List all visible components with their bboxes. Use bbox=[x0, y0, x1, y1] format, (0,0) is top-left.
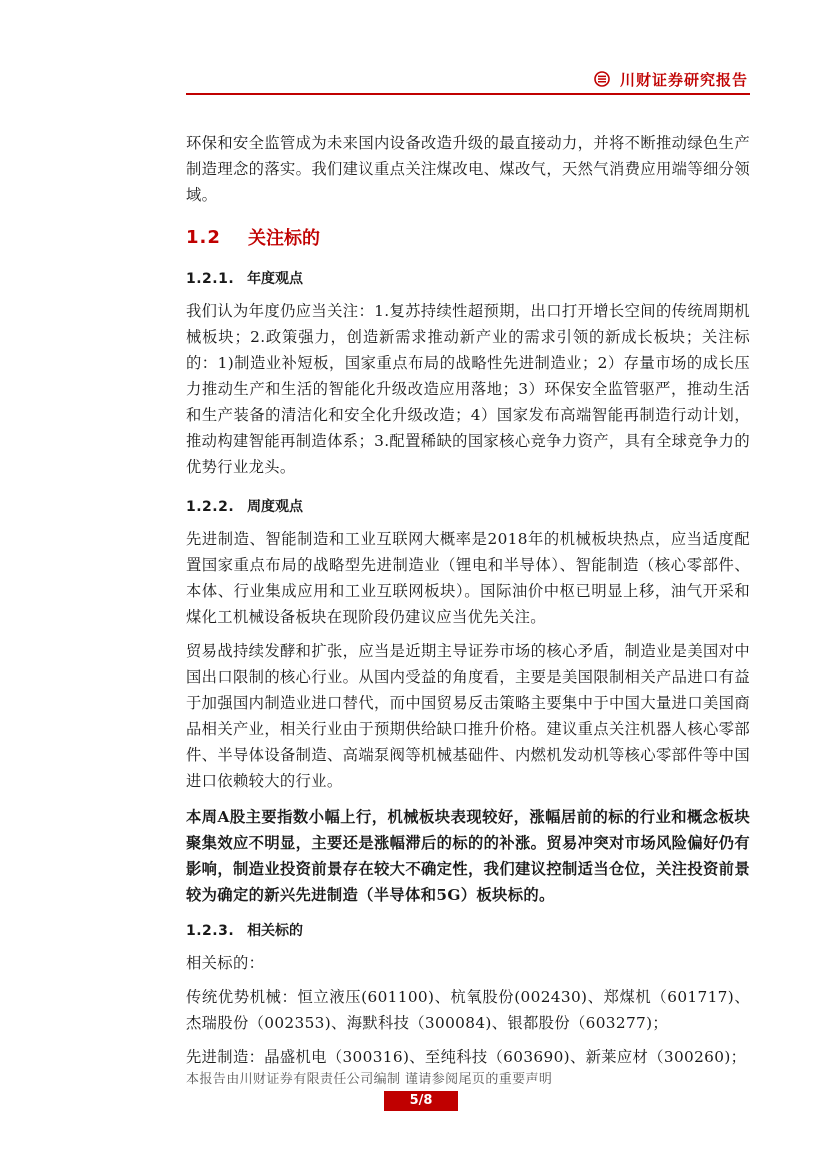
subsection-heading-1-2-1 bbox=[186, 268, 303, 288]
subsection-title: 相关标的 bbox=[247, 923, 304, 939]
weekly-view-summary-bold: 本周A股主要指数小幅上行，机械板块表现较好，涨幅居前的标的行业和概念板块聚集效应不明显，主要还是涨幅滞后的标的的补涨。贸易冲突对市场风险偏好仍有影响，制造业投资前景存在较大不确定性，我们建议控制适当仓位，关注投资前景较为确定的新兴先进制造（半导体和5G）板块标的。 bbox=[186, 808, 750, 904]
weekly-view-block-2 bbox=[186, 638, 750, 794]
traditional-machinery-block bbox=[186, 984, 750, 1036]
weekly-view-block-3 bbox=[186, 804, 750, 908]
subsection-title: 周度观点 bbox=[247, 499, 304, 515]
weekly-view-block-1 bbox=[186, 526, 750, 630]
section-title: 关注标的 bbox=[248, 228, 320, 249]
intro-paragraph: 环保和安全监管成为未来国内设备改造升级的最直接动力，并将不断推动绿色生产制造理念的落实。我们建议重点关注煤改电、煤改气，天然气消费应用端等细分领域。 bbox=[186, 134, 750, 204]
subsection-title: 年度观点 bbox=[247, 271, 304, 287]
traditional-machinery-list: 传统优势机械：恒立液压(601100)、杭氧股份(002430)、郑煤机（601717)、杰瑞股份（002353)、海默科技（300084)、银都股份（603277)； bbox=[186, 988, 750, 1032]
subsection-number: 1.2.3. bbox=[186, 923, 235, 939]
intro-block bbox=[186, 130, 750, 208]
header-divider bbox=[186, 93, 750, 95]
section-number: 1.2 bbox=[186, 226, 221, 248]
related-targets-intro: 相关标的： bbox=[186, 954, 265, 972]
section-heading-1-2 bbox=[186, 224, 320, 250]
annual-view-block bbox=[186, 298, 750, 480]
related-targets-block bbox=[186, 950, 750, 976]
footer-disclaimer: 本报告由川财证券有限责任公司编制 谨请参阅尾页的重要声明 bbox=[186, 1072, 553, 1087]
report-header bbox=[186, 66, 748, 94]
page-number: 5/8 bbox=[384, 1091, 458, 1111]
subsection-number: 1.2.2. bbox=[186, 499, 235, 515]
brand bbox=[594, 66, 748, 92]
advanced-manufacturing-block bbox=[186, 1044, 750, 1070]
weekly-view-paragraph-1: 先进制造、智能制造和工业互联网大概率是2018年的机械板块热点，应当适度配置国家重点布局的战略型先进制造业（锂电和半导体）、智能制造（核心零部件、本体、行业集成应用和工业互联网板块）。国际油价中枢已明显上移，油气开采和煤化工机械设备板块在现阶段仍建议应当优先关注。 bbox=[186, 530, 750, 626]
subsection-heading-1-2-2 bbox=[186, 496, 303, 516]
brand-name: 川财证券研究报告 bbox=[619, 70, 748, 89]
annual-view-paragraph: 我们认为年度仍应当关注：1.复苏持续性超预期，出口打开增长空间的传统周期机械板块；2.政策强力，创造新需求推动新产业的需求引领的新成长板块；关注标的：1)制造业补短板，国家重点布局的战略性先进制造业；2）存量市场的成长压力推动生产和生活的智能化升级改造应用落地；3）环保安全监管驱严，推动生活和生产装备的清洁化和安全化升级改造；4）国家发布高端智能再制造行动计划，推动构建智能再制造体系；3.配置稀缺的国家核心竞争力资产，具有全球竞争力的优势行业龙头。 bbox=[186, 302, 750, 476]
chuancai-logo-icon bbox=[594, 71, 610, 87]
subsection-number: 1.2.1. bbox=[186, 271, 235, 287]
advanced-manufacturing-list: 先进制造：晶盛机电（300316)、至纯科技（603690)、新莱应材（300260)； bbox=[186, 1048, 747, 1066]
weekly-view-paragraph-2: 贸易战持续发酵和扩张，应当是近期主导证券市场的核心矛盾，制造业是美国对中国出口限制的核心行业。从国内受益的角度看，主要是美国限制相关产品进口有益于加强国内制造业进口替代，而中国贸易反击策略主要集中于中国大量进口美国商品相关产业，相关行业由于预期供给缺口推升价格。建议重点关注机器人核心零部件、半导体设备制造、高端泵阀等机械基础件、内燃机发动机等核心零部件等中国进口依赖较大的行业。 bbox=[186, 642, 750, 790]
subsection-heading-1-2-3 bbox=[186, 920, 303, 940]
